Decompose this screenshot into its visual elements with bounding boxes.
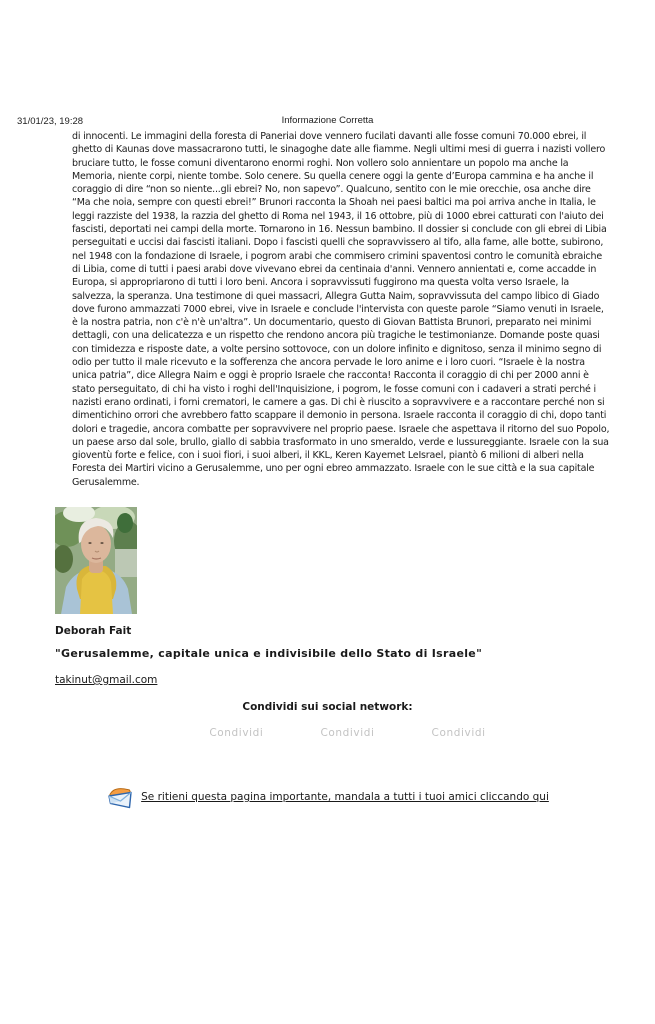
send-to-friends-link[interactable]: Se ritieni questa pagina importante, mandala a tutti i tuoi amici cliccando qui — [141, 791, 549, 803]
share-button-2[interactable]: Condividi — [320, 727, 375, 739]
share-heading: Condividi sui social network: — [242, 701, 413, 713]
print-header — [0, 115, 655, 129]
author-block — [55, 507, 595, 687]
author-name: Deborah Fait — [55, 625, 132, 637]
print-timestamp: 31/01/23, 19:28 — [17, 116, 84, 127]
article-body-text: di innocenti. Le immagini della foresta di Paneriai dove vennero fucilati davanti alle fosse comuni 70.000 ebrei, il ghetto di Kaunas dove massacrarono tutti, le sinagoghe date alle fiamme. Negli ultimi mesi di guerra i nazisti vollero bruciare tutto, le fosse comuni diventarono enormi roghi. Non vollero solo annientare un popolo ma anche la Memoria, niente corpi, niente tombe. Solo cenere. Su quella cenere oggi la gente d’Europa cammina e ha anche il coraggio di dire “non so niente...gli ebrei? No, non sapevo”. Qualcuno, sentito con le mie orecchie, osa anche dire “Ma che noia, sempre con questi ebrei!” Brunori racconta la Shoah nei paesi baltici ma poi arriva anche in Italia, le leggi razziste del 1938, la razzia del ghetto di Roma nel 1943, il 16 ottobre, più di 1000 ebrei catturati con l'aiuto dei fascisti, deportati nei campi della morte. Tornarono in 16. Nessun bambino. Il dossier si conclude con gli ebrei di Libia perseguitati e uccisi dai fascisti italiani. Dopo i fascisti quelli che sopravvissero al tifo, alla fame, alle botte, subirono, nel 1948 con la fondazione di Israele, i pogrom arabi che commisero crimini spaventosi contro le comunità ebraiche di Libia, come di tutti i paesi arabi dove vivevano ebrei da centinaia d'anni. Vennero annientati e, come accadde in Europa, si appropriarono di tutti i loro beni. Ancora i sopravvissuti fuggirono ma questa volta verso Israele, la salvezza, la speranza. Una testimone di quei massacri, Allegra Gutta Naim, sopravvissuta del campo libico di Giado dove furono ammazzati 7000 ebrei, vive in Israele e conclude l'intervista con queste parole “Siamo venuti in Israele, è la nostra patria, non c'è n'è un'altra”. Un documentario, questo di Giovan Battista Brunori, preparato nei minimi dettagli, con una delicatezza e un rispetto che rendono ancora più tragiche le testimonianze. Domande poste quasi con timidezza e risposte date, a volte persino sottovoce, con un dolore infinito e dignitoso, senza il minimo segno di odio per tutto il male ricevuto e la sofferenza che ancora pervade le loro anime e i loro cuori. “Israele è la nostra unica patria”, dice Allegra Naim e oggi è proprio Israele che racconta! Racconta il coraggio di chi per 2000 anni è stato perseguitato, di chi ha visto i roghi dell'Inquisizione, i pogrom, le fosse comuni con i cadaveri a strati perché i nazisti erano ordinati, i forni crematori, le camere a gas. Di chi è riuscito a sopravvivere e a raccontare perché non si dimentichino orrori che avrebbero fatto scappare il demonio in persona. Israele racconta il coraggio di chi, dopo tanti dolori e tragedie, ancora combatte per sopravvivere nel proprio paese. Israele che aspettava il ritorno del suo Popolo, un paese arso dal sole, brullo, giallo di sabbia trasformato in uno smeraldo, verde e lussureggiante. Israele con la sua gioventù forte e felice, con i suoi fiori, i suoi alberi, il KKL, Keren Kayemet LeIsrael, piantò 6 milioni di alberi nella Foresta dei Martiri vicino a Gerusalemme, uno per ogni ebreo ammazzato. Israele con le sue città e la sua capitale Gerusalemme. — [72, 131, 610, 488]
share-section — [0, 701, 655, 739]
site-title: Informazione Corretta — [281, 115, 374, 126]
author-quote: "Gerusalemme, capitale unica e indivisibile dello Stato di Israele" — [55, 647, 483, 660]
share-button-1[interactable]: Condividi — [209, 727, 264, 739]
author-email-link[interactable]: takinut@gmail.com — [55, 674, 158, 686]
share-button-3[interactable]: Condividi — [431, 727, 486, 739]
share-buttons-row — [0, 727, 655, 739]
send-to-friends-row — [0, 783, 655, 811]
portrait-photo-illustration — [55, 507, 137, 614]
email-icon[interactable] — [106, 783, 134, 811]
author-photo — [55, 507, 137, 614]
